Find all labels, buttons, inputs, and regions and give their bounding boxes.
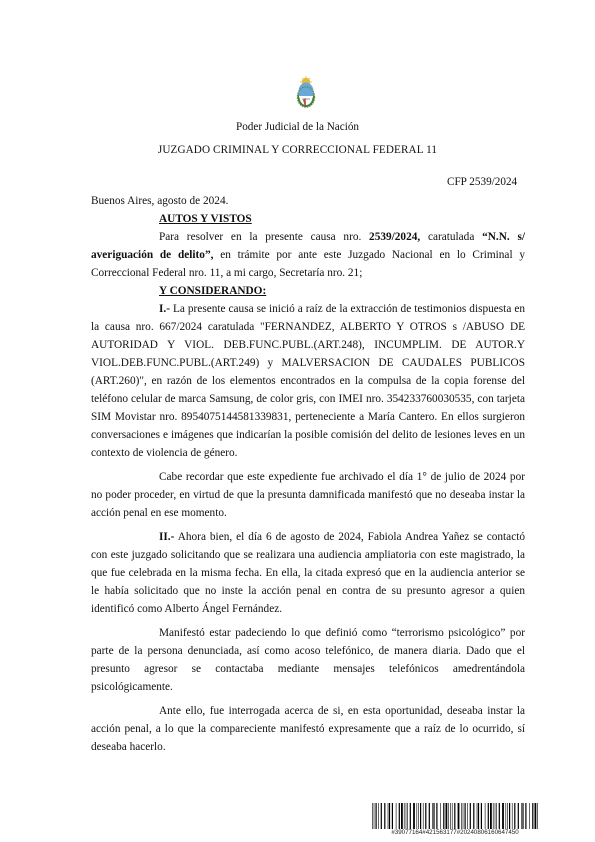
autos-text-3: en trámite por ante este Juzgado Nacional en lo Criminal y Correccional Federal nro. 11, a mi cargo, Secretaría nro. 21; xyxy=(91,249,525,279)
autos-heading: AUTOS Y VISTOS xyxy=(159,213,252,225)
document-body xyxy=(91,192,525,756)
section-2-paragraph xyxy=(91,528,525,618)
archived-paragraph: Cabe recordar que este expediente fue archivado el día 1° de julio de 2024 por no poder proceder, en virtud de que la presunta damnificada manifestó que no deseaba instar la acción penal en ese momento. xyxy=(91,471,525,519)
coat-of-arms-icon xyxy=(295,76,317,110)
section-2-text: Ahora bien, el día 6 de agosto de 2024, Fabiola Andrea Yañez se contactó con este juzgado solicitando que se realizara una audiencia ampliatoria con este magistrado, la que fue celebrada en la misma fecha. En ella, la citada expresó que en la audiencia anterior se le había solicitado que no inste la acción penal en contra de su presunto agresor a quien identificó como Alberto Ángel Fernández. xyxy=(91,531,525,615)
considerando-heading: Y CONSIDERANDO: xyxy=(159,285,267,297)
barcode xyxy=(372,803,538,829)
court-title: JUZGADO CRIMINAL Y CORRECCIONAL FEDERAL 11 xyxy=(157,144,438,156)
section-1-label: I.- xyxy=(159,303,170,315)
autos-text-1: Para resolver en la presente causa nro. xyxy=(159,231,370,243)
institution-title: Poder Judicial de la Nación xyxy=(235,121,360,133)
case-number: CFP 2539/2024 xyxy=(447,176,518,188)
section-1-text: La presente causa se inició a raíz de la extracción de testimonios dispuesta en la causa nro. 667/2024 caratulada "FERNANDEZ, ALBERTO Y OTROS s /ABUSO DE AUTORIDAD Y VIOL. DEB.FUNC.PUBL.(ART.248), INCUMPLIM. DE AUTOR.Y VIOL.DEB.FUNC.PUBL.(ART.249) y MALVERSACION DE CAUDALES PUBLICOS (ART.260)", en razón de los elementos encontrados en la compulsa de la copia forense del teléfono celular de marca Samsung, de color gris, con IMEI nro. 354233760030535, con tarjeta SIM Movistar nro. 8954075144581339831, perteneciente a María Cantero. En ellos surgieron conversaciones e imágenes que indicarían la posible comisión del delito de lesiones leves en un contexto de violencia de género. xyxy=(91,303,525,459)
autos-text-2: caratulada xyxy=(420,231,483,243)
case-number-bold: 2539/2024, xyxy=(369,231,421,243)
terrorism-paragraph: Manifestó estar padeciendo lo que definió como “terrorismo psicológico” por parte de la persona denunciada, así como acoso telefónico, de manera diaria. Dado que el presunto agresor se contactaba mediante mensajes telefónicos amedrentándola psicológicamente. xyxy=(91,627,525,693)
autos-paragraph xyxy=(91,228,525,282)
place-date: Buenos Aires, agosto de 2024. xyxy=(91,195,229,207)
barcode-number: #39077164#421563177#20240806160647450 xyxy=(391,829,519,836)
case-caption-bold: “N.N. s/ averiguación de delito”, xyxy=(91,231,525,261)
section-1-paragraph xyxy=(91,300,525,462)
final-paragraph: Ante ello, fue interrogada acerca de si, en esta oportunidad, deseaba instar la acción penal, a lo que la compareciente manifestó expresamente que a raíz de lo ocurrido, sí deseaba hacerlo. xyxy=(91,705,525,753)
section-2-label: II.- xyxy=(159,531,175,543)
